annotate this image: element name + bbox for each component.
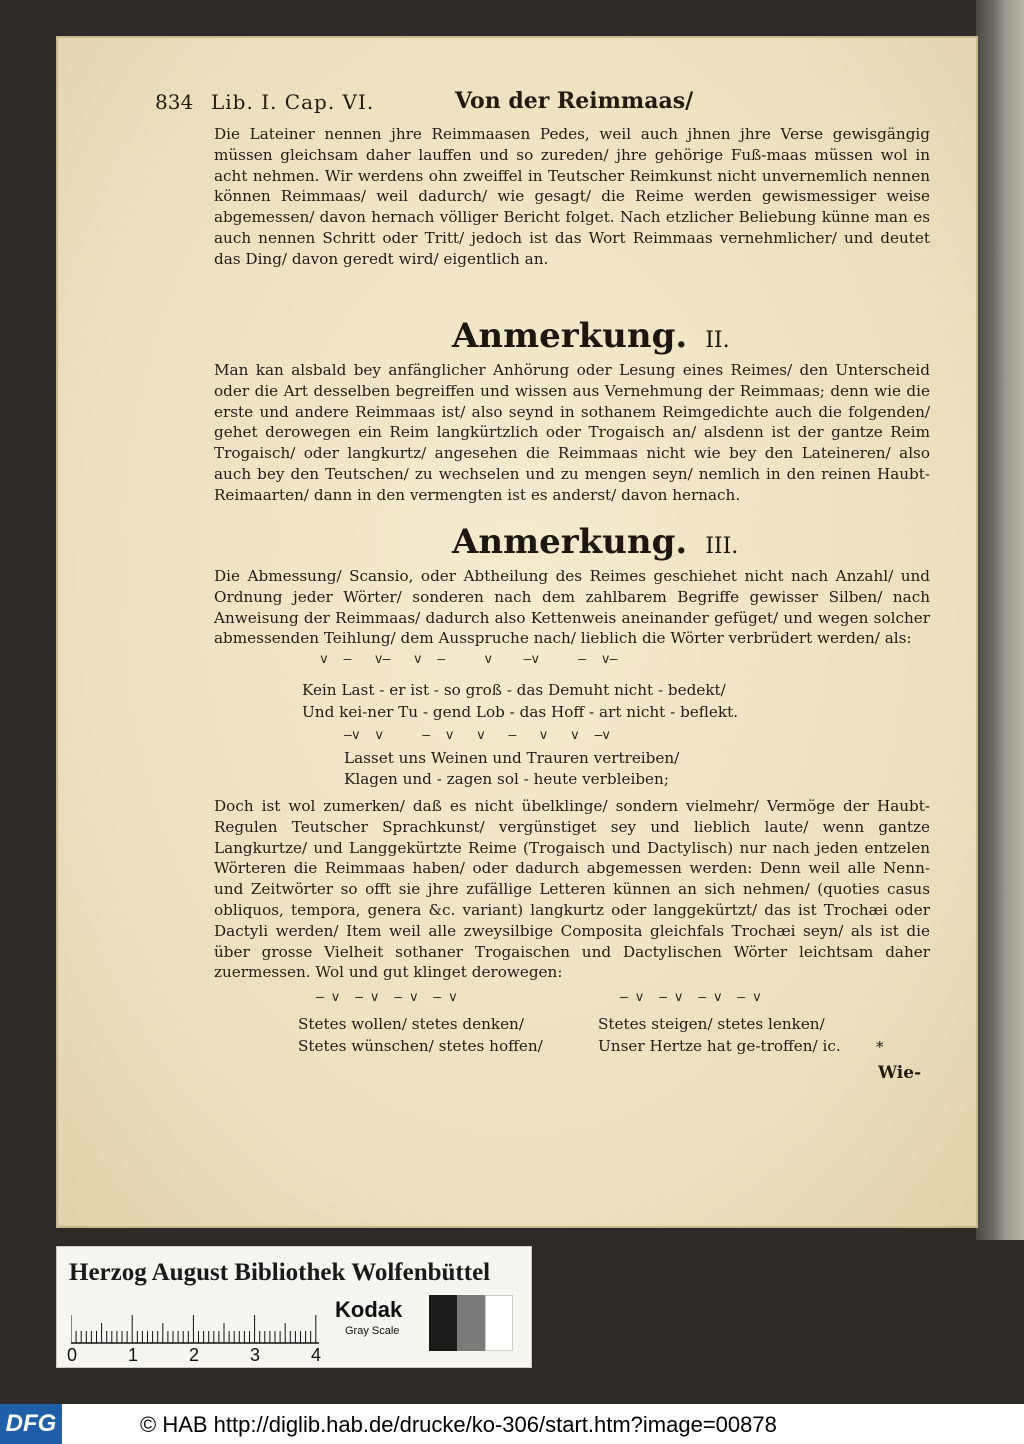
swatch-black <box>429 1295 457 1351</box>
catchword: Wie- <box>878 1063 922 1083</box>
swatch-white <box>485 1295 513 1351</box>
meter-line-3a: — v — v — v — v <box>316 990 457 1005</box>
verse-line: Klagen und - zagen sol - heute verbleiben; <box>344 770 669 788</box>
ruler-number: 2 <box>189 1345 200 1365</box>
verse-line: Kein Last - er ist - so groß - das Demuht nicht - bedekt/ <box>302 681 726 699</box>
heading-number: III. <box>705 534 739 559</box>
gray-scale-label: Gray Scale <box>345 1325 400 1337</box>
verse-line: Unser Hertze hat ge-troffen/ ic. <box>598 1037 841 1055</box>
kodak-logo: Kodak <box>335 1297 403 1322</box>
ruler-number: 0 <box>67 1345 78 1365</box>
backdrop-edge <box>976 0 1024 1240</box>
paragraph-1: Die Lateiner nennen jhre Reimmaasen Pedes, weil auch jhnen jhre Verse gewisgängig müssen gleichsam daher lauffen und so zureden/ jhre gehörige Fuß-maas müssen wol in acht nehmen. Wir werdens ohn zweiffel in Teutscher Reimkunst nicht unvernemlich nennen können Reimmaas/ weil dadurch/ wie gesagt/ die Reime werden gewismessiger weise abgemessen/ davon hernach völliger Bericht folget. Nach etzlicher Beliebung künne man es auch nennen Schritt oder Tritt/ jedoch ist das Wort Reimmaas vernehmlicher/ und deutet das Ding/ davon geredt wird/ eigentlich an. <box>214 125 930 268</box>
ruler-numbers <box>67 1345 327 1365</box>
heading-anmerkung-3 <box>452 522 738 562</box>
paragraph-2: Man kan alsbald bey anfänglicher Anhörung oder Lesung eines Reimes/ den Unterscheid oder die Art desselben begreiffen und wissen aus Vernehmung der Reimmaas; denn wie die erste und andere Reimmaas ist/ also seynd in sothanem Reimgedichte auch die folgenden/ gehet derowegen ein Reim langkürtzlich oder Trogaisch an/ alsdenn ist der gantze Reim Trogaisch/ oder langkurtz/ angesehen die Reimmaas nicht wie bey den Lateineren/ also auch bey den Teutschen/ zu wechselen und zu mengen seyn/ nemlich in den reinen Haubt-Reimaarten/ dann in den vermengten ist es anderst/ davon hernach. <box>214 361 930 504</box>
meter-line-3b: — v — v — v — v <box>620 990 761 1005</box>
dfg-logo: DFG <box>0 1404 62 1444</box>
color-scale-card <box>56 1246 532 1368</box>
paragraph-4: Doch ist wol zumerken/ daß es nicht übelklinge/ sondern vielmehr/ Vermöge der Haubt-Regulen Teutscher Sprachkunst/ vergünstiget sey und lieblich laute/ wenn gantze Langkurtze/ und Langgekürtzte Reime (Trogaisch und Dactylisch) nur nach jeden entzelen Wörteren die Reimmaas haben/ oder dadurch abgemessen werden: Denn weil alle Nenn- und Zeitwörter so offt sie jhre zufällige Letteren künnen an sich nehmen/ (quoties casus obliquos, tempora, genera &c. variant) langkurtz oder langgekürtzt/ das ist Trochæi oder Dactyli werden/ Item weil alle zweysilbige Composita gleichfals Trochæi seyn/ als ist die über grosse Vielheit sothaner Trogaischen und Dactylischen Wörter leichtsam daher zuermessen. Wol und gut klinget derowegen: <box>214 797 930 982</box>
meter-line-2: —v v — v v — v v —v <box>344 728 611 743</box>
heading-text: Anmerkung. <box>452 522 688 562</box>
heading-anmerkung-2 <box>452 316 730 356</box>
verse-line: Stetes wollen/ stetes denken/ <box>298 1015 524 1033</box>
gray-swatches <box>429 1295 515 1351</box>
verse-line: Stetes wünschen/ stetes hoffen/ <box>298 1037 543 1055</box>
running-head: Lib. I. Cap. VI. <box>211 90 375 114</box>
paragraph-3: Die Abmessung/ Scansio, oder Abtheilung des Reimes geschiehet nicht nach Anzahl/ und Ordnung jeder Wörter/ sonderen nach dem zahlbarem Begriffe gewisser Silben/ nach Anweisung der Reimmaas/ dadurch also Kettenweis aneinander gefüget/ und wegen solcher abmessenden Teihlung/ dem Ausspruche nach/ lieblich die Wörter verbrüdert werden/ als: <box>214 567 930 648</box>
page-number: 834 <box>155 90 194 114</box>
heading-text: Anmerkung. <box>452 316 688 356</box>
ruler-ticks <box>71 1303 321 1347</box>
page-header <box>155 86 885 120</box>
ruler-number: 1 <box>128 1345 139 1365</box>
copyright-url: © HAB http://diglib.hab.de/drucke/ko-306/start.htm?image=00878 <box>140 1412 777 1437</box>
verse-line: Stetes steigen/ stetes lenken/ <box>598 1015 825 1033</box>
ruler-number: 4 <box>311 1345 322 1365</box>
verse-line: Und kei-ner Tu - gend Lob - das Hoff - art nicht - beflekt. <box>302 703 739 721</box>
institution-name: Herzog August Bibliothek Wolfenbüttel <box>69 1259 491 1286</box>
heading-number: II. <box>705 328 730 353</box>
meter-line-1: v — v— v — v —v — v— <box>320 652 618 667</box>
ruler-number: 3 <box>250 1345 261 1365</box>
verse-line: Lasset uns Weinen und Trauren vertreiben/ <box>344 749 680 767</box>
footnote-asterisk: * <box>876 1038 884 1056</box>
swatch-gray <box>457 1295 485 1351</box>
chapter-title: Von der Reimmaas/ <box>455 88 694 114</box>
